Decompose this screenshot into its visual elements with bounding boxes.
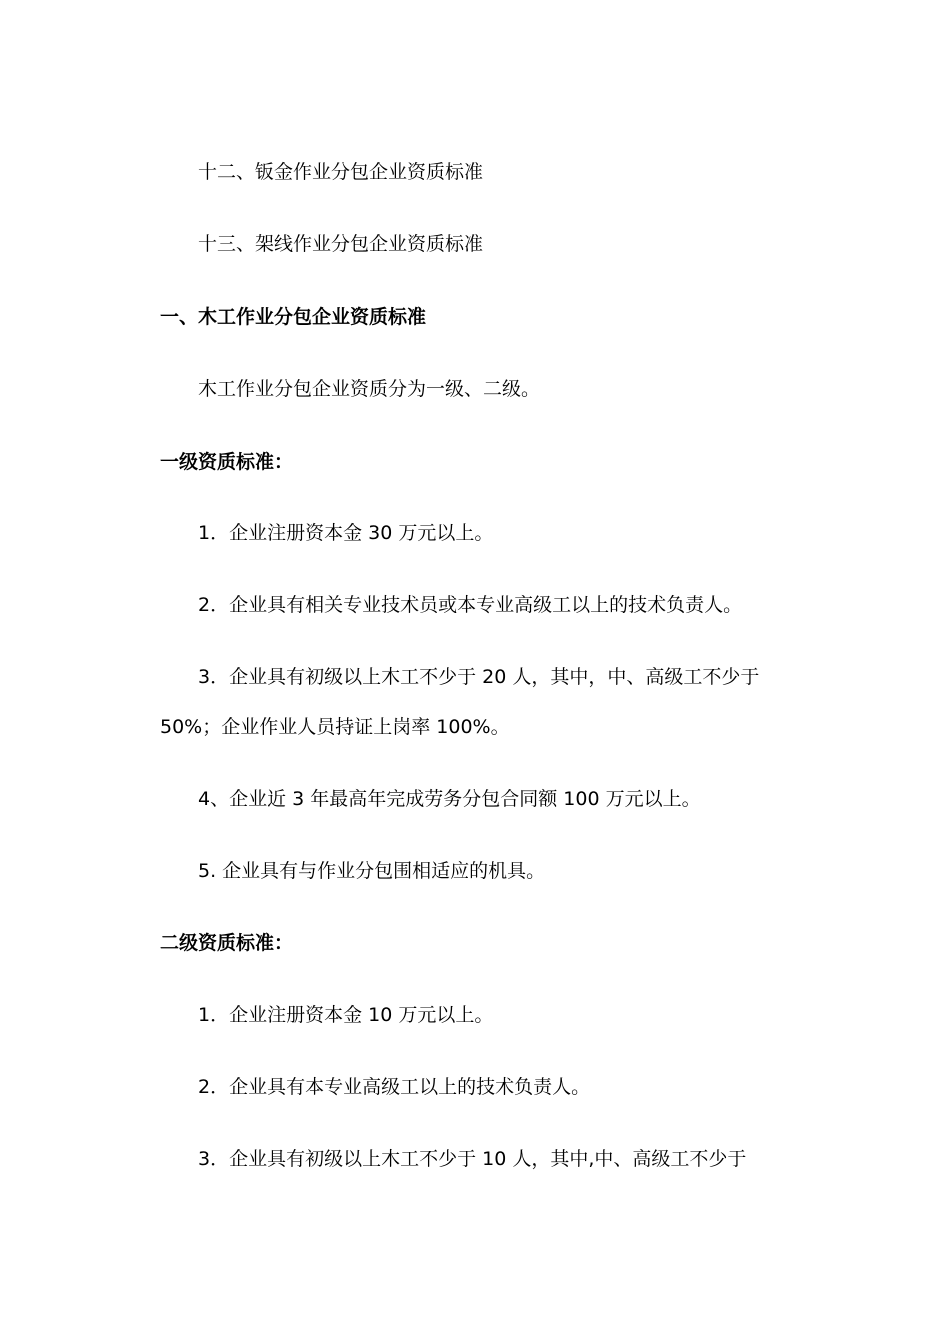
level1-item-5: 5. 企业具有与作业分包围相适应的机具。 [198, 860, 546, 882]
level1-item-3: 3．企业具有初级以上木工不少于 20 人，其中，中、高级工不少于 [198, 666, 760, 688]
level1-item-1: 1．企业注册资本金 30 万元以上。 [198, 522, 494, 544]
level1-item-4: 4、企业近 3 年最高年完成劳务分包合同额 100 万元以上。 [198, 788, 701, 810]
toc-item-12: 十二、钣金作业分包企业资质标准 [198, 161, 484, 183]
level2-item-1: 1．企业注册资本金 10 万元以上。 [198, 1004, 494, 1026]
level1-item-3-continued: 50%；企业作业人员持证上岗率 100%。 [160, 716, 510, 738]
section-heading: 一、木工作业分包企业资质标准 [160, 306, 427, 328]
level2-title: 二级资质标准： [160, 932, 294, 954]
level1-item-2: 2．企业具有相关专业技术员或本专业高级工以上的技术负责人。 [198, 594, 743, 616]
level2-item-3: 3．企业具有初级以上木工不少于 10 人，其中,中、高级工不少于 [198, 1148, 747, 1170]
level1-title: 一级资质标准： [160, 451, 294, 473]
toc-item-13: 十三、架线作业分包企业资质标准 [198, 233, 484, 255]
section-intro: 木工作业分包企业资质分为一级、二级。 [198, 378, 541, 400]
level2-item-2: 2．企业具有本专业高级工以上的技术负责人。 [198, 1076, 591, 1098]
